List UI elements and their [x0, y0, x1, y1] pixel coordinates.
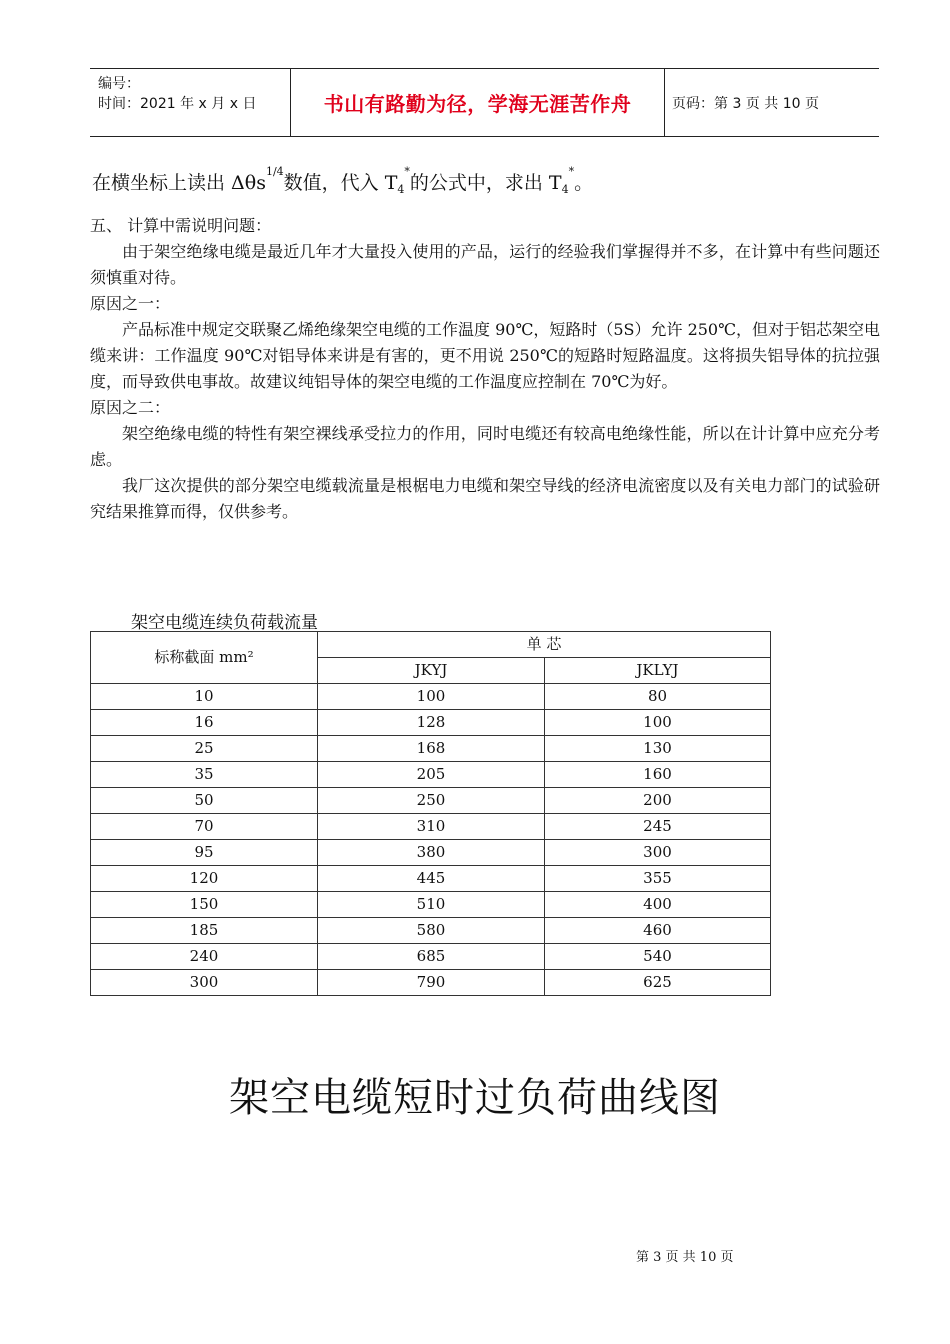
paragraph-reason-one: 产品标准中规定交联聚乙烯绝缘架空电缆的工作温度 90℃，短路时（5S）允许 250℃，但对于铝芯架空电缆来讲：工作温度 90℃对铝导体来讲是有害的，更不用说 250℃的短路时短路温度。这将损失铝导体的抗拉强度，而导致供电事故。故建议纯铝导体的架空电缆的工作温度应控制在 70℃为好。	[90, 320, 881, 391]
table-row	[91, 944, 771, 970]
table-cell: 80	[545, 684, 771, 710]
figure-title: 架空电缆短时过负荷曲线图	[229, 1075, 721, 1121]
table-cell: 250	[318, 788, 545, 814]
table-cell: 240	[91, 944, 318, 970]
table-cell: 625	[545, 970, 771, 996]
table-row	[91, 736, 771, 762]
page-info: 页码：第 3 页 共 10 页	[672, 95, 819, 112]
paragraph-intro: 由于架空绝缘电缆是最近几年才大量投入使用的产品，运行的经验我们掌握得并不多，在计算中有些问题还须慎重对待。	[90, 242, 880, 287]
table-row	[91, 684, 771, 710]
table-row	[91, 892, 771, 918]
table-cell: 540	[545, 944, 771, 970]
table-cell: 25	[91, 736, 318, 762]
table-cell: 10	[91, 684, 318, 710]
table-caption: 架空电缆连续负荷载流量	[131, 613, 318, 633]
formula-sub2: 4	[561, 183, 569, 196]
table-cell: 205	[318, 762, 545, 788]
table-row	[91, 710, 771, 736]
formula-prefix: 在横坐标上读出 Δθs	[92, 172, 266, 194]
page-footer: 第 3 页 共 10 页	[636, 1250, 734, 1265]
formula-mid1: 数值，代入 T	[283, 172, 398, 194]
table-row	[91, 788, 771, 814]
table-cell: 685	[318, 944, 545, 970]
section-heading: 五、 计算中需说明问题：	[90, 216, 272, 235]
number-label: 编号：	[98, 76, 140, 92]
header-page-cell	[664, 69, 879, 136]
table-cell: 300	[91, 970, 318, 996]
table-row	[91, 762, 771, 788]
table-cell: 16	[91, 710, 318, 736]
header-meta	[90, 69, 290, 136]
formula-line	[92, 165, 594, 198]
reason-one-label: 原因之一：	[90, 294, 171, 313]
col-header-section: 标称截面 mm²	[91, 632, 318, 684]
table-row	[91, 918, 771, 944]
formula-sup2: *	[568, 165, 575, 178]
table-cell: 128	[318, 710, 545, 736]
table-cell: 460	[545, 918, 771, 944]
table-cell: 355	[545, 866, 771, 892]
col-header-jkyj: JKYJ	[318, 658, 545, 684]
table-cell: 245	[545, 814, 771, 840]
col-header-jklyj: JKLYJ	[545, 658, 771, 684]
table-header-row	[91, 632, 771, 658]
table-row	[91, 840, 771, 866]
table-cell: 380	[318, 840, 545, 866]
table-cell: 580	[318, 918, 545, 944]
table-row	[91, 970, 771, 996]
table-cell: 70	[91, 814, 318, 840]
table-cell: 790	[318, 970, 545, 996]
table-cell: 310	[318, 814, 545, 840]
table-row	[91, 814, 771, 840]
table-cell: 100	[318, 684, 545, 710]
load-capacity-table	[90, 631, 771, 996]
motto-text: 书山有路勤为径，学海无涯苦作舟	[323, 92, 632, 116]
header-motto-cell	[290, 69, 665, 136]
formula-sup1: *	[404, 165, 410, 178]
table-cell: 185	[91, 918, 318, 944]
formula-sub1: 4	[397, 183, 405, 196]
table-cell: 35	[91, 762, 318, 788]
section-five	[90, 213, 880, 525]
table-body	[91, 684, 771, 996]
time-label: 时间：2021 年 x 月 x 日	[98, 96, 257, 112]
table-cell: 130	[545, 736, 771, 762]
formula-mid2: 的公式中，求出 T	[409, 172, 562, 194]
table-cell: 300	[545, 840, 771, 866]
table-cell: 120	[91, 866, 318, 892]
table-cell: 150	[91, 892, 318, 918]
paragraph-reason-two: 架空绝缘电缆的特性有架空裸线承受拉力的作用，同时电缆还有较高电绝缘性能，所以在计计算中应充分考虑。	[90, 424, 880, 469]
table-cell: 168	[318, 736, 545, 762]
reason-two-label: 原因之二：	[90, 398, 171, 417]
table-cell: 100	[545, 710, 771, 736]
paragraph-note: 我厂这次提供的部分架空电缆载流量是根椐电力电缆和架空导线的经济电流密度以及有关电力部门的试验研究结果推算而得，仅供参考。	[90, 476, 880, 521]
table-row	[91, 866, 771, 892]
formula-end: 。	[574, 172, 594, 194]
formula-exponent: 1/4	[265, 165, 284, 178]
table-cell: 160	[545, 762, 771, 788]
table-cell: 510	[318, 892, 545, 918]
table-cell: 200	[545, 788, 771, 814]
table-cell: 445	[318, 866, 545, 892]
table-cell: 95	[91, 840, 318, 866]
table-cell: 50	[91, 788, 318, 814]
table-cell: 400	[545, 892, 771, 918]
col-header-single-core: 单 芯	[318, 632, 771, 658]
page-header	[90, 68, 879, 137]
